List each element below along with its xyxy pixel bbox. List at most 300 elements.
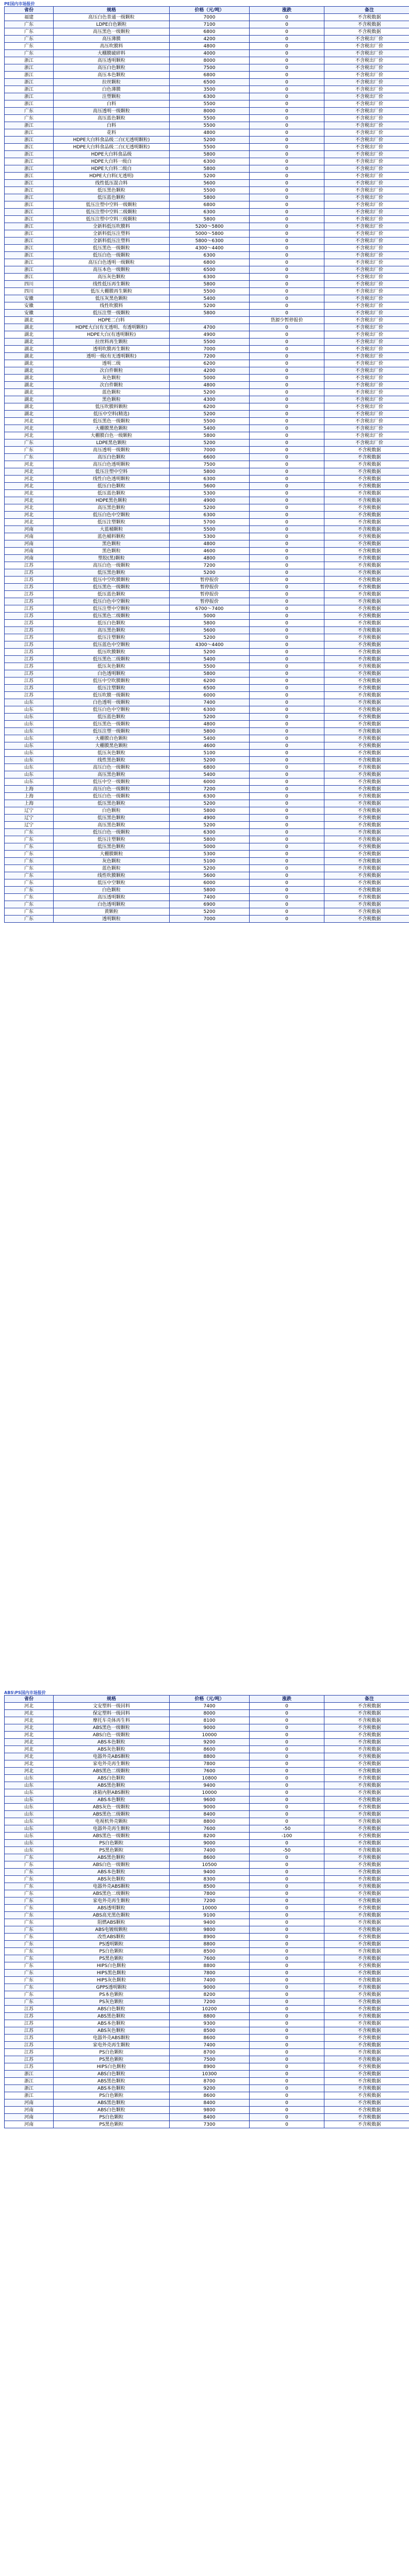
cell-price: 5400 (170, 656, 250, 663)
cell-change: 0 (250, 822, 324, 829)
table-row (5, 721, 409, 728)
table-row (5, 187, 409, 194)
cell-change: 0 (250, 1905, 324, 1912)
table-row (5, 64, 409, 72)
cell-price: 7400 (170, 1703, 250, 1710)
cell-spec: HDPE大白料食品级 (54, 151, 170, 158)
cell-change: 0 (250, 266, 324, 274)
cell-note: 不含税数据 (324, 2121, 409, 2128)
cell-change: 0 (250, 2099, 324, 2107)
cell-spec: ABS白色一级颗粒 (54, 1732, 170, 1739)
cell-price: 5800 (170, 468, 250, 476)
cell-note: 不含税数据 (324, 1926, 409, 1934)
cell-price: 4800 (170, 129, 250, 137)
cell-change: 0 (250, 533, 324, 540)
cell-note: 不含税出厂价 (324, 375, 409, 382)
table-row (5, 50, 409, 57)
table-row (5, 367, 409, 375)
cell-change: 0 (250, 288, 324, 295)
cell-spec: 线性白色透明颗粒 (54, 476, 170, 483)
table-row (5, 2006, 409, 2013)
cell-price: 4300～4400 (170, 641, 250, 649)
cell-region: 河北 (5, 1768, 54, 1775)
cell-price: 暂停报价 (170, 598, 250, 605)
cell-price: 8900 (170, 2063, 250, 2071)
cell-note: 不含税数据 (324, 1818, 409, 1825)
cell-price: 5600 (170, 627, 250, 634)
cell-change: 0 (250, 2056, 324, 2063)
cell-spec: 电器外壳ABS颗粒 (54, 1883, 170, 1890)
table-row (5, 1782, 409, 1789)
cell-price: 5000 (170, 613, 250, 620)
cell-region: 广东 (5, 908, 54, 916)
cell-spec: 高压透明颗粒 (54, 894, 170, 901)
cell-price: 5300 (170, 490, 250, 497)
table-row (5, 901, 409, 908)
cell-region: 江苏 (5, 2027, 54, 2035)
cell-price: 8600 (170, 1746, 250, 1753)
cell-price: 5500 (170, 526, 250, 533)
cell-spec: 低压灰色颗粒 (54, 663, 170, 670)
cell-change: 0 (250, 173, 324, 180)
cell-change: 0 (250, 223, 324, 230)
cell-region: 浙江 (5, 252, 54, 259)
cell-region: 湖北 (5, 375, 54, 382)
cell-region: 辽宁 (5, 822, 54, 829)
cell-region: 安徽 (5, 295, 54, 302)
table-row (5, 2099, 409, 2107)
table-row (5, 483, 409, 490)
cell-price: 6800 (170, 72, 250, 79)
cell-price: 5700 (170, 519, 250, 526)
cell-region: 浙江 (5, 187, 54, 194)
cell-spec: ABS黑色二级颗粒 (54, 1768, 170, 1775)
cell-region: 浙江 (5, 266, 54, 274)
cell-spec: ABS电镀级颗粒 (54, 1926, 170, 1934)
table-row (5, 778, 409, 786)
cell-region: 广东 (5, 1970, 54, 1977)
cell-price: 5800 (170, 728, 250, 735)
cell-price: 8800 (170, 1818, 250, 1825)
cell-change: 0 (250, 57, 324, 64)
cell-spec: ABS透明颗粒 (54, 1905, 170, 1912)
cell-change: 0 (250, 569, 324, 577)
table-row (5, 894, 409, 901)
cell-change: 0 (250, 1998, 324, 2006)
table-row (5, 757, 409, 764)
cell-price: 10000 (170, 1789, 250, 1797)
cell-price: 6300 (170, 829, 250, 836)
cell-region: 江苏 (5, 569, 54, 577)
cell-change: 0 (250, 238, 324, 245)
cell-price: 7200 (170, 786, 250, 793)
table-row (5, 663, 409, 670)
cell-region: 河北 (5, 1760, 54, 1768)
cell-spec: 黑色颗粒 (54, 540, 170, 548)
cell-price: 8900 (170, 1934, 250, 1941)
table-row (5, 2114, 409, 2121)
cell-change: 0 (250, 230, 324, 238)
table-row (5, 714, 409, 721)
cell-spec: 高压灰色颗粒 (54, 274, 170, 281)
cell-spec: ABS黑色一级颗粒 (54, 1833, 170, 1840)
cell-note: 不含税数据 (324, 1876, 409, 1883)
cell-spec: 线性低压再生颗粒 (54, 281, 170, 288)
cell-region: 河北 (5, 425, 54, 432)
cell-note: 不含税数据 (324, 721, 409, 728)
table-row (5, 209, 409, 216)
cell-region: 河南 (5, 2107, 54, 2114)
cell-spec: 蓝色桶料颗粒 (54, 533, 170, 540)
cell-price: 8600 (170, 2092, 250, 2099)
cell-note: 不含税数据 (324, 685, 409, 692)
cell-change: 0 (250, 454, 324, 461)
cell-price: 7200 (170, 353, 250, 360)
cell-price: 8200 (170, 1833, 250, 1840)
cell-spec: 家电外壳再生颗粒 (54, 1760, 170, 1768)
cell-change: 0 (250, 201, 324, 209)
cell-price: 7400 (170, 1977, 250, 1984)
cell-note: 不含税出厂价 (324, 411, 409, 418)
table-row (5, 620, 409, 627)
pe-price-table (4, 6, 409, 923)
cell-price: 6800 (170, 764, 250, 771)
cell-price: 9600 (170, 1797, 250, 1804)
cell-price: 8300 (170, 1876, 250, 1883)
cell-change: 0 (250, 735, 324, 742)
cell-spec: 高压蓝色颗粒 (54, 115, 170, 122)
cell-change: 0 (250, 887, 324, 894)
table-row (5, 879, 409, 887)
cell-region: 浙江 (5, 158, 54, 165)
cell-change: 0 (250, 2121, 324, 2128)
cell-price: 5200 (170, 302, 250, 310)
cell-price: 8000 (170, 108, 250, 115)
cell-spec: 黑色颗粒 (54, 548, 170, 555)
table-row (5, 144, 409, 151)
table-row (5, 28, 409, 36)
cell-spec: 低压白色一级颗粒 (54, 793, 170, 800)
table-row (5, 540, 409, 548)
cell-price: 5000～5800 (170, 230, 250, 238)
cell-change: 0 (250, 1926, 324, 1934)
cell-price: 5200 (170, 757, 250, 764)
cell-spec: 白色透明颗粒 (54, 901, 170, 908)
cell-region: 广东 (5, 1861, 54, 1869)
cell-note: 不含税数据 (324, 555, 409, 562)
cell-change: 0 (250, 1883, 324, 1890)
cell-region: 河北 (5, 418, 54, 425)
cell-spec: 大蓝桶颗粒 (54, 526, 170, 533)
cell-note: 不含税数据 (324, 1919, 409, 1926)
cell-price: 4800 (170, 43, 250, 50)
cell-price: 5800 (170, 432, 250, 439)
cell-spec: 低压注塑中空料 (54, 468, 170, 476)
cell-note: 不含税数据 (324, 851, 409, 858)
cell-change: 0 (250, 209, 324, 216)
cell-region: 山东 (5, 1775, 54, 1782)
cell-change: 0 (250, 1789, 324, 1797)
table-row (5, 1804, 409, 1811)
cell-spec: 电视机外壳颗粒 (54, 1818, 170, 1825)
cell-region: 浙江 (5, 2092, 54, 2099)
cell-price: 5400 (170, 735, 250, 742)
cell-price: 9100 (170, 1912, 250, 1919)
table-row (5, 735, 409, 742)
cell-change: 0 (250, 815, 324, 822)
table-row (5, 656, 409, 663)
cell-region: 河北 (5, 468, 54, 476)
cell-note: 不含税数据 (324, 1977, 409, 1984)
cell-change: 0 (250, 778, 324, 786)
cell-change: 0 (250, 1768, 324, 1775)
table-row (5, 151, 409, 158)
cell-spec: 高压白色一级颗粒 (54, 764, 170, 771)
table-row (5, 865, 409, 872)
table-row (5, 2013, 409, 2020)
cell-change: 0 (250, 447, 324, 454)
cell-price: 5600 (170, 483, 250, 490)
cell-spec: 高压黑色颗粒 (54, 627, 170, 634)
cell-note: 不含税出厂价 (324, 238, 409, 245)
cell-note: 不含税数据 (324, 2056, 409, 2063)
cell-spec: ABS白色颗粒 (54, 2107, 170, 2114)
cell-note: 不含税数据 (324, 519, 409, 526)
cell-region: 浙江 (5, 122, 54, 129)
cell-price: 5500 (170, 144, 250, 151)
cell-spec: HIPS黑色颗粒 (54, 1970, 170, 1977)
table-row (5, 1760, 409, 1768)
cell-price: 8800 (170, 1962, 250, 1970)
cell-spec: 低压黑色一级颗粒 (54, 584, 170, 591)
table-row (5, 295, 409, 302)
cell-change: 0 (250, 2114, 324, 2121)
cell-region: 山东 (5, 1811, 54, 1818)
cell-spec: HDPE大白料二级白 (54, 165, 170, 173)
cell-change: 0 (250, 908, 324, 916)
cell-spec: 低压中空一级颗粒 (54, 778, 170, 786)
cell-spec: 低压灰黑色颗粒 (54, 295, 170, 302)
cell-region: 浙江 (5, 64, 54, 72)
cell-change: 0 (250, 714, 324, 721)
table-row (5, 93, 409, 100)
cell-spec: 低压白色颗粒 (54, 483, 170, 490)
cell-change: 0 (250, 281, 324, 288)
cell-note: 不含税数据 (324, 1724, 409, 1732)
cell-price: 9800 (170, 1926, 250, 1934)
cell-change: 0 (250, 1876, 324, 1883)
cell-change: 0 (250, 411, 324, 418)
cell-price: 暂停报价 (170, 591, 250, 598)
cell-note: 不含税数据 (324, 1811, 409, 1818)
cell-note: 不含税数据 (324, 447, 409, 454)
table-row (5, 872, 409, 879)
cell-change: 0 (250, 1775, 324, 1782)
cell-note: 不含税出厂价 (324, 137, 409, 144)
table-row (5, 1941, 409, 1948)
cell-region: 湖北 (5, 331, 54, 338)
cell-change: 0 (250, 526, 324, 533)
cell-spec: ABS白色一级颗粒 (54, 1861, 170, 1869)
cell-region: 湖北 (5, 411, 54, 418)
table-row (5, 266, 409, 274)
table-row (5, 158, 409, 165)
cell-note: 不含税数据 (324, 2071, 409, 2078)
cell-change: 0 (250, 187, 324, 194)
cell-price: 5800 (170, 216, 250, 223)
cell-change: 0 (250, 1955, 324, 1962)
cell-price: 5200 (170, 800, 250, 807)
cell-spec: HDPE大白料(无透明) (54, 173, 170, 180)
cell-note: 不含税出厂价 (324, 266, 409, 274)
table-row (5, 216, 409, 223)
cell-price: 5800 (170, 620, 250, 627)
cell-spec: 低压中空颗粒 (54, 879, 170, 887)
cell-region: 湖北 (5, 317, 54, 324)
cell-change: 0 (250, 865, 324, 872)
cell-change: 0 (250, 144, 324, 151)
cell-note: 不含税数据 (324, 1717, 409, 1724)
cell-spec: 灰色颗粒 (54, 858, 170, 865)
cell-change: 0 (250, 750, 324, 757)
cell-change: 0 (250, 2013, 324, 2020)
cell-note: 不含税数据 (324, 1782, 409, 1789)
cell-spec: HDPE二白料 (54, 317, 170, 324)
cell-region: 广东 (5, 21, 54, 28)
cell-note: 不含税数据 (324, 1804, 409, 1811)
table-row (5, 1818, 409, 1825)
cell-change: 0 (250, 836, 324, 843)
cell-change: 0 (250, 476, 324, 483)
cell-region: 浙江 (5, 144, 54, 151)
cell-change: 0 (250, 649, 324, 656)
cell-region: 安徽 (5, 302, 54, 310)
cell-note: 不含税数据 (324, 620, 409, 627)
cell-spec: 低压大棚膜再生颗粒 (54, 288, 170, 295)
table-row (5, 2107, 409, 2114)
cell-region: 广东 (5, 865, 54, 872)
cell-spec: 电器外壳再生颗粒 (54, 1825, 170, 1833)
cell-spec: 保定塑料一级回料 (54, 1710, 170, 1717)
cell-change: 0 (250, 360, 324, 367)
cell-change: 0 (250, 425, 324, 432)
cell-change: 0 (250, 1934, 324, 1941)
cell-spec: ABS本色颗粒 (54, 1797, 170, 1804)
cell-change: 0 (250, 14, 324, 21)
cell-price: 5200 (170, 569, 250, 577)
cell-region: 江苏 (5, 685, 54, 692)
cell-spec: ABS黑色颗粒 (54, 1854, 170, 1861)
cell-price: 5000 (170, 375, 250, 382)
cell-price: 6300 (170, 476, 250, 483)
cell-spec: 文安塑料一级回料 (54, 1703, 170, 1710)
cell-spec: 拉丝料再生颗粒 (54, 338, 170, 346)
table-row (5, 490, 409, 497)
pe-section-title: PE国内市场报价 (4, 2, 35, 6)
cell-note: 不含税数据 (324, 1869, 409, 1876)
cell-spec: 低压注塑中空料三级颗粒 (54, 216, 170, 223)
cell-price: 5800～6300 (170, 238, 250, 245)
cell-region: 河北 (5, 497, 54, 504)
cell-spec: ABS灰色颗粒 (54, 1746, 170, 1753)
table-row (5, 1905, 409, 1912)
cell-change: 0 (250, 2006, 324, 2013)
cell-note: 不含税数据 (324, 1768, 409, 1775)
cell-spec: 低压黑色颗粒 (54, 800, 170, 807)
cell-spec: 蓝色颗粒 (54, 865, 170, 872)
cell-price: 8200 (170, 1991, 250, 1998)
cell-price: 5200 (170, 504, 250, 512)
cell-change: 0 (250, 1811, 324, 1818)
cell-change: 0 (250, 295, 324, 302)
cell-region: 浙江 (5, 100, 54, 108)
cell-price: 5800 (170, 194, 250, 201)
cell-region: 河北 (5, 1717, 54, 1724)
cell-spec: 低压蓝色中空颗粒 (54, 641, 170, 649)
cell-note: 不含税出厂价 (324, 230, 409, 238)
cell-change: 0 (250, 800, 324, 807)
cell-note: 不含税出厂价 (324, 288, 409, 295)
cell-note: 不含税数据 (324, 1998, 409, 2006)
cell-region: 辽宁 (5, 807, 54, 815)
cell-price: 9000 (170, 1724, 250, 1732)
cell-spec: GPPS透明颗粒 (54, 1984, 170, 1991)
table-row (5, 1854, 409, 1861)
cell-change: 0 (250, 901, 324, 908)
cell-spec: PS透明颗粒 (54, 1941, 170, 1948)
cell-change: 0 (250, 432, 324, 439)
cell-region: 广东 (5, 43, 54, 50)
cell-region: 山东 (5, 728, 54, 735)
cell-spec: 低压蓝色颗粒 (54, 591, 170, 598)
cell-region: 江苏 (5, 584, 54, 591)
cell-change: 0 (250, 2035, 324, 2042)
cell-region: 浙江 (5, 86, 54, 93)
cell-region: 河北 (5, 504, 54, 512)
cell-region: 江苏 (5, 663, 54, 670)
cell-change: 0 (250, 1897, 324, 1905)
cell-price: 8400 (170, 2099, 250, 2107)
cell-region: 广东 (5, 879, 54, 887)
cell-spec: 低压注塑中空料一级颗粒 (54, 201, 170, 209)
table-row (5, 670, 409, 677)
cell-region: 山东 (5, 714, 54, 721)
cell-region: 浙江 (5, 79, 54, 86)
cell-region: 山东 (5, 778, 54, 786)
cell-change: 0 (250, 1912, 324, 1919)
table-row (5, 843, 409, 851)
cell-price: 7800 (170, 1970, 250, 1977)
table-row (5, 1833, 409, 1840)
table-row (5, 887, 409, 894)
cell-note: 不含税数据 (324, 2049, 409, 2056)
cell-spec: 高压透明颗粒 (54, 57, 170, 64)
cell-spec: 塑胶(黑)颗粒 (54, 555, 170, 562)
cell-spec: 摩托车壳体再生料 (54, 1717, 170, 1724)
cell-note: 不含税出厂价 (324, 64, 409, 72)
cell-note: 不含税出厂价 (324, 389, 409, 396)
table-row (5, 1840, 409, 1847)
table-row (5, 742, 409, 750)
cell-region: 广东 (5, 50, 54, 57)
cell-spec: ABS黑色一级颗粒 (54, 1724, 170, 1732)
cell-spec: 大棚膜黑色颗粒 (54, 425, 170, 432)
cell-change: 0 (250, 1753, 324, 1760)
table-row (5, 764, 409, 771)
cell-change: 0 (250, 786, 324, 793)
cell-region: 广东 (5, 36, 54, 43)
table-row (5, 411, 409, 418)
